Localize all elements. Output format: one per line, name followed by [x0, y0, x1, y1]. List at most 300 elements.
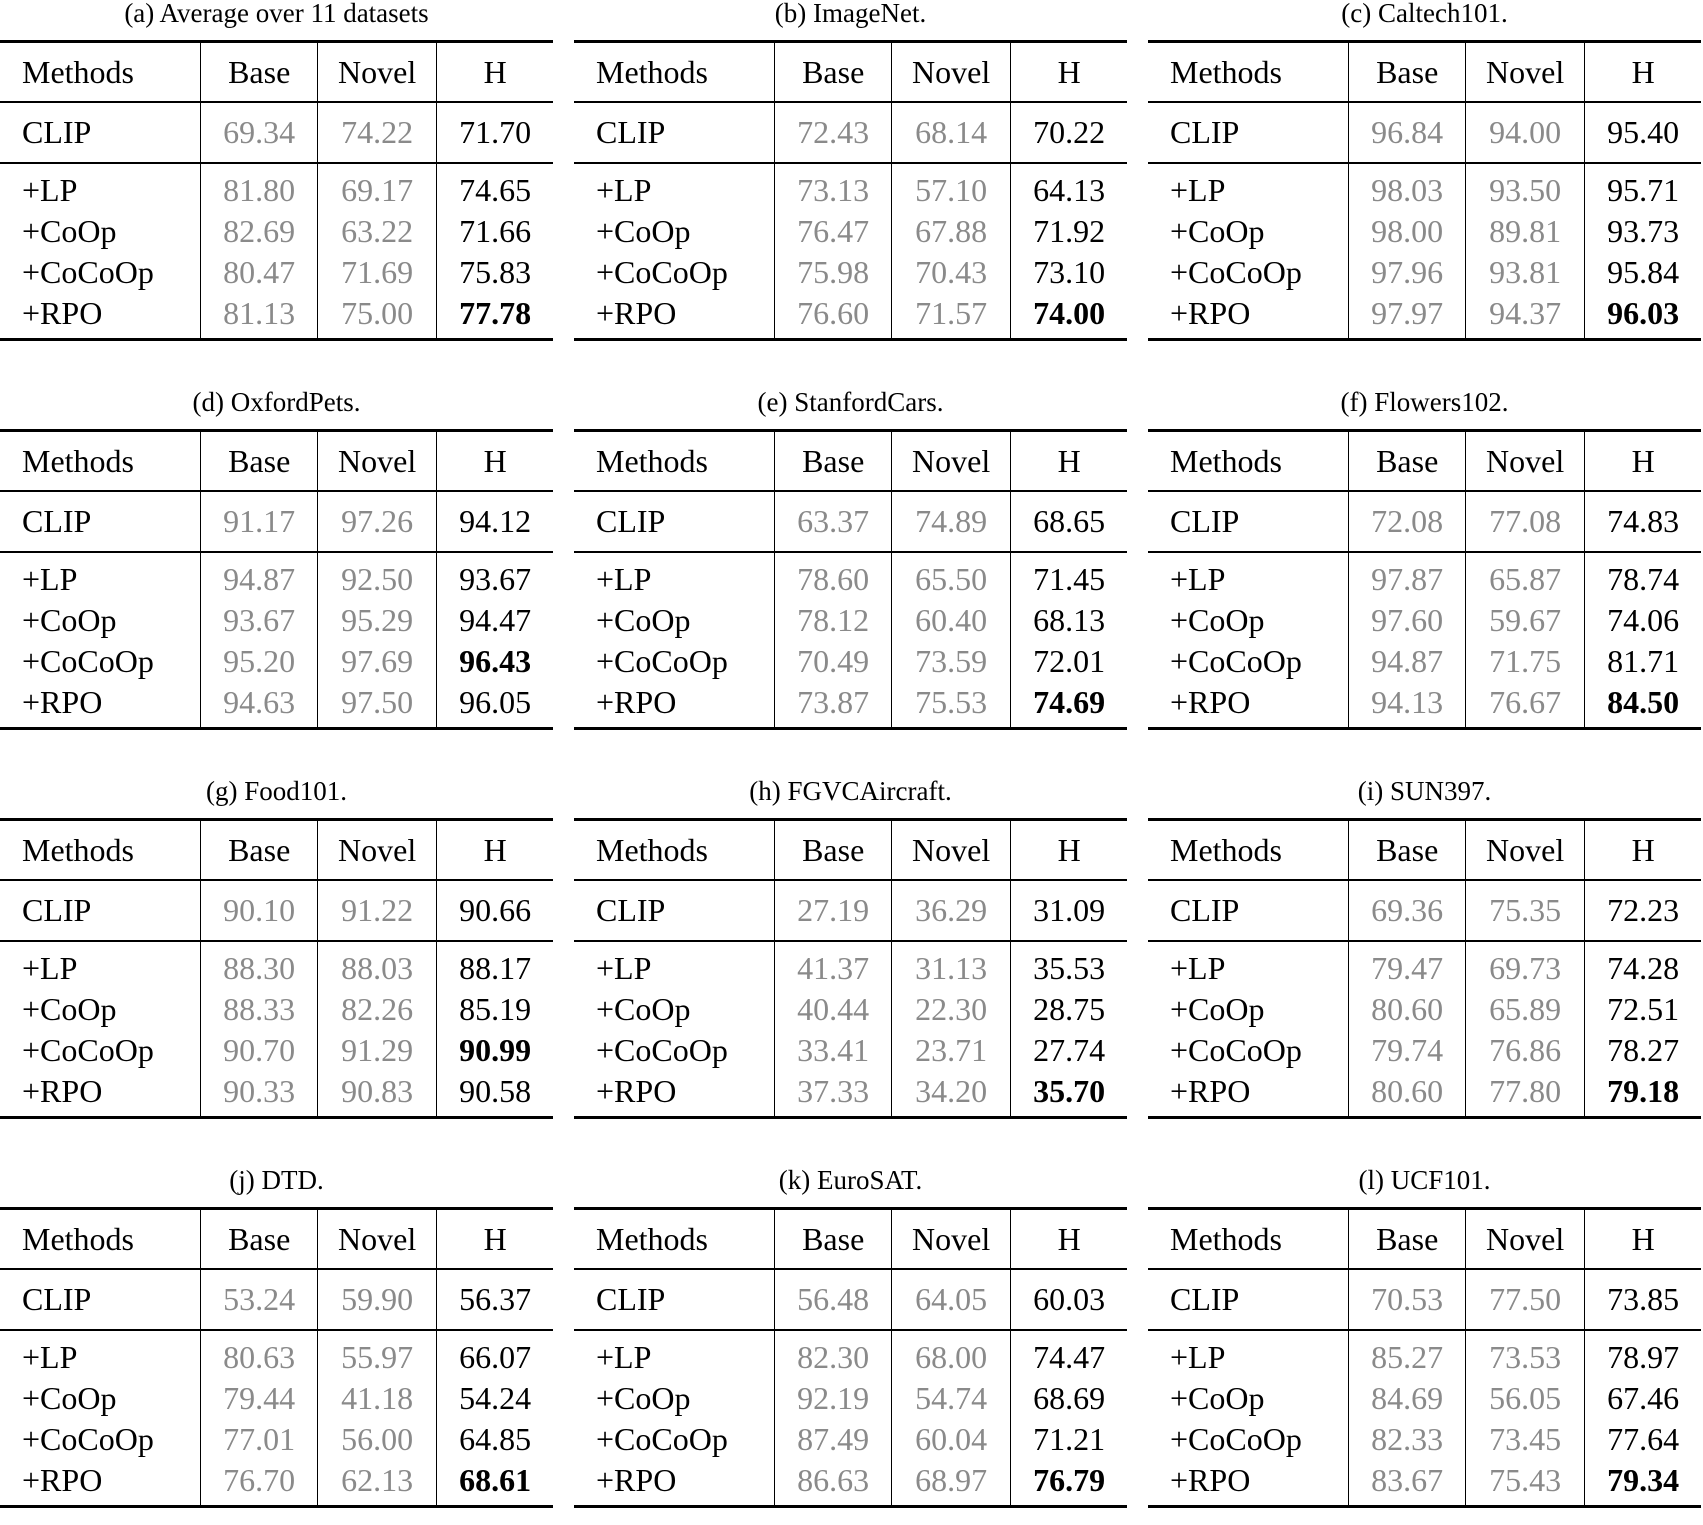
value-cell: 96.03	[1585, 293, 1701, 340]
table-row	[0, 941, 553, 989]
method-cell: +RPO	[1148, 1460, 1349, 1507]
value-cell: 75.35	[1466, 880, 1585, 941]
value-cell: 88.33	[201, 989, 318, 1030]
column-header: Novel	[892, 820, 1011, 881]
value-cell: 79.18	[1585, 1071, 1701, 1118]
table-row	[574, 552, 1127, 600]
method-cell: +CoCoOp	[596, 1421, 728, 1457]
value-cell: 64.13	[1011, 163, 1127, 211]
column-header: Novel	[318, 1209, 437, 1270]
table-row	[0, 1419, 553, 1460]
method-cell: +RPO	[1148, 1071, 1349, 1118]
results-table	[574, 818, 1127, 1119]
table-row	[574, 1419, 1127, 1460]
table-row	[574, 1330, 1127, 1378]
value-cell: 71.70	[437, 102, 553, 163]
column-header: Novel	[1466, 42, 1585, 103]
method-cell: +CoCoOp	[22, 643, 154, 679]
value-cell: 78.12	[775, 600, 892, 641]
value-cell: 81.71	[1585, 641, 1701, 682]
value-cell: 67.46	[1585, 1378, 1701, 1419]
results-panel	[574, 1167, 1127, 1508]
method-cell: CLIP	[1148, 880, 1349, 941]
column-header: Base	[201, 1209, 318, 1270]
column-header: Methods	[0, 1209, 201, 1270]
results-panel	[0, 0, 553, 341]
table-row	[0, 252, 553, 293]
value-cell: 68.65	[1011, 491, 1127, 552]
table-row	[574, 1378, 1127, 1419]
value-cell: 94.37	[1466, 293, 1585, 340]
method-cell: +RPO	[0, 1460, 201, 1507]
column-header: Novel	[318, 431, 437, 492]
table-row	[1148, 1269, 1701, 1330]
table-row	[574, 600, 1127, 641]
panel-caption: (a) Average over 11 datasets	[124, 0, 429, 28]
value-cell: 91.29	[318, 1030, 437, 1071]
table-row	[1148, 1071, 1701, 1118]
results-panel	[0, 778, 553, 1119]
value-cell: 70.53	[1349, 1269, 1466, 1330]
value-cell: 82.26	[318, 989, 437, 1030]
column-header: Base	[201, 42, 318, 103]
panel-caption: (b) ImageNet.	[774, 0, 927, 28]
value-cell: 23.71	[892, 1030, 1011, 1071]
value-cell: 74.28	[1585, 941, 1701, 989]
column-header: Base	[775, 820, 892, 881]
results-panel	[1148, 778, 1701, 1119]
table-row	[0, 1071, 553, 1118]
column-header: Novel	[1466, 1209, 1585, 1270]
value-cell: 94.00	[1466, 102, 1585, 163]
table-row	[0, 1460, 553, 1507]
table-row	[1148, 491, 1701, 552]
value-cell: 79.34	[1585, 1460, 1701, 1507]
value-cell: 95.29	[318, 600, 437, 641]
table-row	[0, 1378, 553, 1419]
value-cell: 95.40	[1585, 102, 1701, 163]
table-header-row	[574, 820, 1127, 881]
value-cell: 64.85	[437, 1419, 553, 1460]
method-cell: CLIP	[1148, 491, 1349, 552]
column-header: Methods	[1148, 1209, 1349, 1270]
results-table	[0, 40, 553, 341]
value-cell: 82.30	[775, 1330, 892, 1378]
method-cell: +RPO	[1148, 293, 1349, 340]
value-cell: 79.44	[201, 1378, 318, 1419]
table-row	[574, 102, 1127, 163]
table-row	[1148, 941, 1701, 989]
method-cell: +RPO	[0, 1071, 201, 1118]
method-cell: +LP	[22, 561, 78, 597]
value-cell: 37.33	[775, 1071, 892, 1118]
table-row	[574, 1269, 1127, 1330]
method-cell: +LP	[596, 1339, 652, 1375]
value-cell: 78.74	[1585, 552, 1701, 600]
panel-caption: (e) StanfordCars.	[757, 387, 944, 417]
value-cell: 73.59	[892, 641, 1011, 682]
value-cell: 60.03	[1011, 1269, 1127, 1330]
value-cell: 93.67	[201, 600, 318, 641]
value-cell: 75.83	[437, 252, 553, 293]
column-header: Base	[1349, 431, 1466, 492]
value-cell: 90.99	[437, 1030, 553, 1071]
value-cell: 78.27	[1585, 1030, 1701, 1071]
column-header: H	[437, 820, 553, 881]
method-cell: CLIP	[0, 102, 201, 163]
column-header: H	[1011, 431, 1127, 492]
results-panel	[1148, 1167, 1701, 1508]
value-cell: 72.23	[1585, 880, 1701, 941]
panel-caption: (l) UCF101.	[1358, 1165, 1491, 1195]
panel-caption: (j) DTD.	[229, 1165, 324, 1195]
results-panel	[0, 389, 553, 730]
table-header-row	[1148, 431, 1701, 492]
method-cell: +RPO	[0, 293, 201, 340]
value-cell: 31.13	[892, 941, 1011, 989]
value-cell: 73.45	[1466, 1419, 1585, 1460]
method-cell: +CoOp	[1170, 602, 1265, 638]
table-row	[1148, 1330, 1701, 1378]
panel-caption: (d) OxfordPets.	[192, 387, 361, 417]
value-cell: 73.13	[775, 163, 892, 211]
table-row	[0, 989, 553, 1030]
value-cell: 74.65	[437, 163, 553, 211]
value-cell: 54.74	[892, 1378, 1011, 1419]
table-row	[574, 163, 1127, 211]
value-cell: 76.67	[1466, 682, 1585, 729]
value-cell: 94.87	[1349, 641, 1466, 682]
value-cell: 74.00	[1011, 293, 1127, 340]
table-row	[1148, 211, 1701, 252]
value-cell: 88.17	[437, 941, 553, 989]
table-row	[1148, 641, 1701, 682]
value-cell: 72.01	[1011, 641, 1127, 682]
results-table	[0, 818, 553, 1119]
column-header: Methods	[574, 42, 775, 103]
value-cell: 74.83	[1585, 491, 1701, 552]
table-row	[1148, 252, 1701, 293]
value-cell: 97.97	[1349, 293, 1466, 340]
value-cell: 94.12	[437, 491, 553, 552]
value-cell: 60.40	[892, 600, 1011, 641]
method-cell: +CoOp	[1170, 1380, 1265, 1416]
method-cell: +RPO	[0, 682, 201, 729]
method-cell: CLIP	[574, 1269, 775, 1330]
value-cell: 97.96	[1349, 252, 1466, 293]
value-cell: 68.13	[1011, 600, 1127, 641]
value-cell: 92.19	[775, 1378, 892, 1419]
value-cell: 70.49	[775, 641, 892, 682]
value-cell: 91.17	[201, 491, 318, 552]
value-cell: 41.37	[775, 941, 892, 989]
value-cell: 97.87	[1349, 552, 1466, 600]
column-header: Base	[775, 431, 892, 492]
method-cell: +RPO	[574, 1460, 775, 1507]
value-cell: 75.00	[318, 293, 437, 340]
column-header: Base	[1349, 1209, 1466, 1270]
method-cell: +LP	[1170, 1339, 1226, 1375]
value-cell: 90.58	[437, 1071, 553, 1118]
value-cell: 68.69	[1011, 1378, 1127, 1419]
column-header: Methods	[0, 42, 201, 103]
value-cell: 28.75	[1011, 989, 1127, 1030]
results-table	[1148, 40, 1701, 341]
value-cell: 65.89	[1466, 989, 1585, 1030]
method-cell: CLIP	[0, 491, 201, 552]
value-cell: 90.66	[437, 880, 553, 941]
value-cell: 76.60	[775, 293, 892, 340]
method-cell: +LP	[596, 950, 652, 986]
column-header: Novel	[1466, 431, 1585, 492]
value-cell: 80.60	[1349, 1071, 1466, 1118]
value-cell: 82.69	[201, 211, 318, 252]
table-row	[574, 641, 1127, 682]
column-header: Novel	[318, 42, 437, 103]
value-cell: 84.50	[1585, 682, 1701, 729]
method-cell: +CoCoOp	[22, 254, 154, 290]
table-header-row	[1148, 820, 1701, 881]
value-cell: 83.67	[1349, 1460, 1466, 1507]
table-row	[0, 552, 553, 600]
table-row	[574, 1030, 1127, 1071]
results-table	[1148, 1207, 1701, 1508]
value-cell: 56.37	[437, 1269, 553, 1330]
value-cell: 92.50	[318, 552, 437, 600]
column-header: Methods	[0, 431, 201, 492]
value-cell: 90.70	[201, 1030, 318, 1071]
value-cell: 77.08	[1466, 491, 1585, 552]
column-header: Base	[1349, 820, 1466, 881]
value-cell: 69.36	[1349, 880, 1466, 941]
method-cell: +CoCoOp	[1170, 254, 1302, 290]
method-cell: +CoCoOp	[596, 643, 728, 679]
value-cell: 70.22	[1011, 102, 1127, 163]
method-cell: CLIP	[1148, 1269, 1349, 1330]
method-cell: +CoOp	[1170, 991, 1265, 1027]
column-header: H	[1585, 1209, 1701, 1270]
value-cell: 22.30	[892, 989, 1011, 1030]
value-cell: 81.13	[201, 293, 318, 340]
value-cell: 69.34	[201, 102, 318, 163]
method-cell: +LP	[1170, 172, 1226, 208]
value-cell: 54.24	[437, 1378, 553, 1419]
table-row	[574, 491, 1127, 552]
value-cell: 57.10	[892, 163, 1011, 211]
table-row	[574, 211, 1127, 252]
value-cell: 85.27	[1349, 1330, 1466, 1378]
value-cell: 77.50	[1466, 1269, 1585, 1330]
table-row	[1148, 989, 1701, 1030]
table-row	[1148, 1378, 1701, 1419]
value-cell: 74.89	[892, 491, 1011, 552]
table-row	[574, 941, 1127, 989]
table-header-row	[1148, 42, 1701, 103]
column-header: Novel	[318, 820, 437, 881]
column-header: H	[437, 42, 553, 103]
value-cell: 90.83	[318, 1071, 437, 1118]
value-cell: 31.09	[1011, 880, 1127, 941]
value-cell: 68.14	[892, 102, 1011, 163]
table-header-row	[0, 1209, 553, 1270]
column-header: Methods	[1148, 820, 1349, 881]
value-cell: 74.22	[318, 102, 437, 163]
results-panel	[574, 0, 1127, 341]
column-header: H	[1011, 820, 1127, 881]
method-cell: CLIP	[574, 102, 775, 163]
table-row	[0, 1030, 553, 1071]
value-cell: 96.84	[1349, 102, 1466, 163]
value-cell: 98.00	[1349, 211, 1466, 252]
table-header-row	[0, 431, 553, 492]
column-header: Base	[1349, 42, 1466, 103]
table-row	[574, 252, 1127, 293]
method-cell: +CoOp	[1170, 213, 1265, 249]
table-row	[0, 600, 553, 641]
method-cell: CLIP	[0, 880, 201, 941]
value-cell: 76.70	[201, 1460, 318, 1507]
table-row	[574, 1460, 1127, 1507]
value-cell: 68.00	[892, 1330, 1011, 1378]
value-cell: 93.73	[1585, 211, 1701, 252]
value-cell: 80.63	[201, 1330, 318, 1378]
method-cell: +CoCoOp	[22, 1421, 154, 1457]
panel-caption: (k) EuroSAT.	[778, 1165, 923, 1195]
value-cell: 66.07	[437, 1330, 553, 1378]
method-cell: +CoOp	[596, 602, 691, 638]
column-header: Novel	[892, 1209, 1011, 1270]
column-header: Methods	[574, 1209, 775, 1270]
table-row	[1148, 552, 1701, 600]
method-cell: +CoOp	[22, 602, 117, 638]
table-row	[1148, 163, 1701, 211]
value-cell: 41.18	[318, 1378, 437, 1419]
method-cell: CLIP	[574, 491, 775, 552]
table-row	[1148, 1030, 1701, 1071]
value-cell: 40.44	[775, 989, 892, 1030]
value-cell: 97.26	[318, 491, 437, 552]
value-cell: 78.60	[775, 552, 892, 600]
value-cell: 53.24	[201, 1269, 318, 1330]
column-header: H	[1585, 42, 1701, 103]
method-cell: +LP	[596, 561, 652, 597]
value-cell: 95.84	[1585, 252, 1701, 293]
value-cell: 71.57	[892, 293, 1011, 340]
value-cell: 94.87	[201, 552, 318, 600]
table-row	[574, 880, 1127, 941]
value-cell: 59.67	[1466, 600, 1585, 641]
method-cell: +LP	[22, 950, 78, 986]
method-cell: +CoOp	[596, 213, 691, 249]
value-cell: 71.75	[1466, 641, 1585, 682]
value-cell: 98.03	[1349, 163, 1466, 211]
value-cell: 77.64	[1585, 1419, 1701, 1460]
value-cell: 62.13	[318, 1460, 437, 1507]
value-cell: 65.87	[1466, 552, 1585, 600]
method-cell: +RPO	[1148, 682, 1349, 729]
table-row	[1148, 880, 1701, 941]
value-cell: 94.47	[437, 600, 553, 641]
value-cell: 90.10	[201, 880, 318, 941]
results-table	[574, 1207, 1127, 1508]
value-cell: 69.73	[1466, 941, 1585, 989]
value-cell: 76.47	[775, 211, 892, 252]
table-header-row	[574, 1209, 1127, 1270]
method-cell: +LP	[22, 172, 78, 208]
value-cell: 85.19	[437, 989, 553, 1030]
method-cell: +LP	[22, 1339, 78, 1375]
column-header: H	[1011, 42, 1127, 103]
value-cell: 36.29	[892, 880, 1011, 941]
value-cell: 73.53	[1466, 1330, 1585, 1378]
value-cell: 74.69	[1011, 682, 1127, 729]
column-header: Base	[201, 431, 318, 492]
value-cell: 64.05	[892, 1269, 1011, 1330]
value-cell: 93.50	[1466, 163, 1585, 211]
column-header: Methods	[574, 431, 775, 492]
method-cell: +RPO	[574, 682, 775, 729]
value-cell: 63.37	[775, 491, 892, 552]
column-header: Novel	[892, 431, 1011, 492]
value-cell: 96.05	[437, 682, 553, 729]
method-cell: +CoCoOp	[1170, 1421, 1302, 1457]
results-panel	[1148, 389, 1701, 730]
value-cell: 77.01	[201, 1419, 318, 1460]
column-header: H	[437, 431, 553, 492]
value-cell: 35.70	[1011, 1071, 1127, 1118]
value-cell: 56.05	[1466, 1378, 1585, 1419]
table-row	[0, 163, 553, 211]
value-cell: 33.41	[775, 1030, 892, 1071]
value-cell: 68.97	[892, 1460, 1011, 1507]
column-header: Methods	[0, 820, 201, 881]
column-header: H	[437, 1209, 553, 1270]
column-header: Methods	[1148, 42, 1349, 103]
value-cell: 73.87	[775, 682, 892, 729]
value-cell: 71.45	[1011, 552, 1127, 600]
value-cell: 65.50	[892, 552, 1011, 600]
column-header: Base	[775, 1209, 892, 1270]
value-cell: 94.13	[1349, 682, 1466, 729]
value-cell: 71.66	[437, 211, 553, 252]
value-cell: 27.74	[1011, 1030, 1127, 1071]
table-row	[1148, 102, 1701, 163]
panel-caption: (h) FGVCAircraft.	[749, 776, 952, 806]
value-cell: 70.43	[892, 252, 1011, 293]
table-row	[0, 880, 553, 941]
panel-caption: (g) Food101.	[206, 776, 347, 806]
value-cell: 77.80	[1466, 1071, 1585, 1118]
value-cell: 80.47	[201, 252, 318, 293]
table-row	[0, 102, 553, 163]
value-cell: 27.19	[775, 880, 892, 941]
column-header: H	[1011, 1209, 1127, 1270]
value-cell: 93.67	[437, 552, 553, 600]
results-table	[1148, 818, 1701, 1119]
value-cell: 90.33	[201, 1071, 318, 1118]
table-row	[1148, 682, 1701, 729]
table-row	[1148, 1460, 1701, 1507]
value-cell: 75.43	[1466, 1460, 1585, 1507]
method-cell: +RPO	[574, 293, 775, 340]
value-cell: 74.06	[1585, 600, 1701, 641]
column-header: H	[1585, 431, 1701, 492]
value-cell: 72.51	[1585, 989, 1701, 1030]
table-row	[0, 1269, 553, 1330]
value-cell: 97.60	[1349, 600, 1466, 641]
value-cell: 88.30	[201, 941, 318, 989]
method-cell: +CoCoOp	[22, 1032, 154, 1068]
